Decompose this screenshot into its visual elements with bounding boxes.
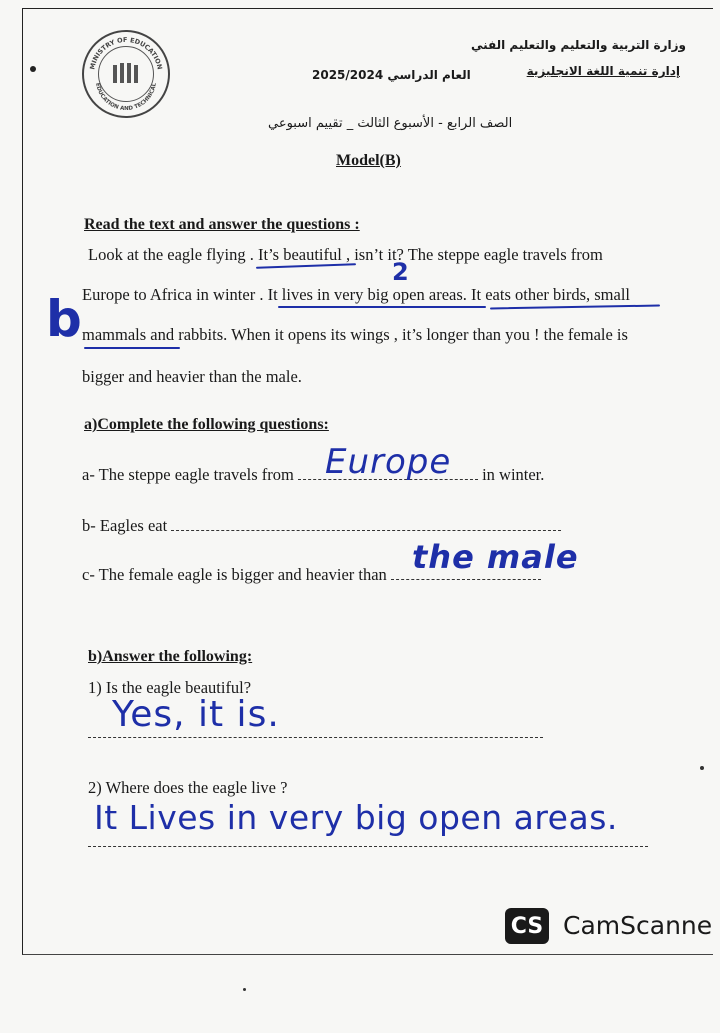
answer-line-b1	[88, 737, 543, 738]
passage-line-3: mammals and rabbits. When it opens its wings , it’s longer than you ! the female is	[82, 325, 628, 344]
passage-line-2: Europe to Africa in winter . It lives in very big open areas. It eats other birds, small	[82, 285, 631, 304]
school-year: العام الدراسي 2025/2024	[312, 68, 471, 82]
answer-a1: Europe	[325, 442, 452, 482]
ministry-name: وزارة التربية والتعليم والتعليم الفني	[470, 38, 686, 52]
answer-b2: It Lives in very big open areas.	[94, 798, 618, 837]
stray-dot	[30, 66, 36, 72]
question-a2	[82, 516, 561, 536]
seal-bottom-text: EDUCATION AND TECHNICAL	[94, 82, 158, 113]
stray-dot	[700, 766, 704, 770]
section-a-heading: a)Complete the following questions:	[84, 416, 329, 433]
question-a3-prefix: c- The female eagle is bigger and heavier than	[82, 565, 387, 584]
margin-2-mark: 2	[392, 258, 410, 286]
stray-dot	[243, 988, 246, 991]
question-a1-prefix: a- The steppe eagle travels from	[82, 465, 294, 484]
answer-b1: Yes, it is.	[112, 694, 280, 735]
question-a1-suffix: in winter.	[482, 465, 545, 484]
seal-top-text: MINISTRY OF EDUCATION	[88, 35, 164, 71]
question-a1	[82, 465, 544, 485]
answer-a3: the male	[412, 538, 579, 576]
passage-line-1: Look at the eagle flying . It’s beautiful , isn’t it? The steppe eagle travels from	[88, 245, 603, 264]
ink-underline-lives	[278, 306, 486, 308]
answer-line-a2	[171, 530, 561, 531]
question-b1: 1) Is the eagle beautiful?	[88, 678, 252, 697]
ink-underline-mammals	[84, 347, 180, 349]
department-name: إدارة تنمية اللغة الانجليزية	[526, 64, 680, 78]
model-title: Model(B)	[336, 152, 401, 169]
section-b-heading: b)Answer the following:	[88, 648, 253, 665]
svg-text:MINISTRY OF EDUCATION	[88, 36, 163, 70]
ministry-seal	[82, 30, 170, 118]
svg-text:EDUCATION AND TECHNICAL	[94, 82, 158, 112]
camscanner-logo: CS	[505, 908, 549, 944]
question-a2-prefix: b- Eagles eat	[82, 516, 168, 535]
camscanner-text: CamScanne	[563, 911, 713, 940]
answer-line-b2	[88, 846, 648, 847]
margin-b-mark: b	[46, 290, 83, 348]
question-b2: 2) Where does the eagle live ?	[88, 778, 288, 797]
grade-week: الصف الرابع - الأسبوع الثالث _ تقييم اسبوعي	[268, 116, 513, 131]
passage-line-4: bigger and heavier than the male.	[82, 367, 302, 386]
passage-heading: Read the text and answer the questions :	[84, 216, 360, 233]
answer-line-a3	[391, 579, 541, 580]
